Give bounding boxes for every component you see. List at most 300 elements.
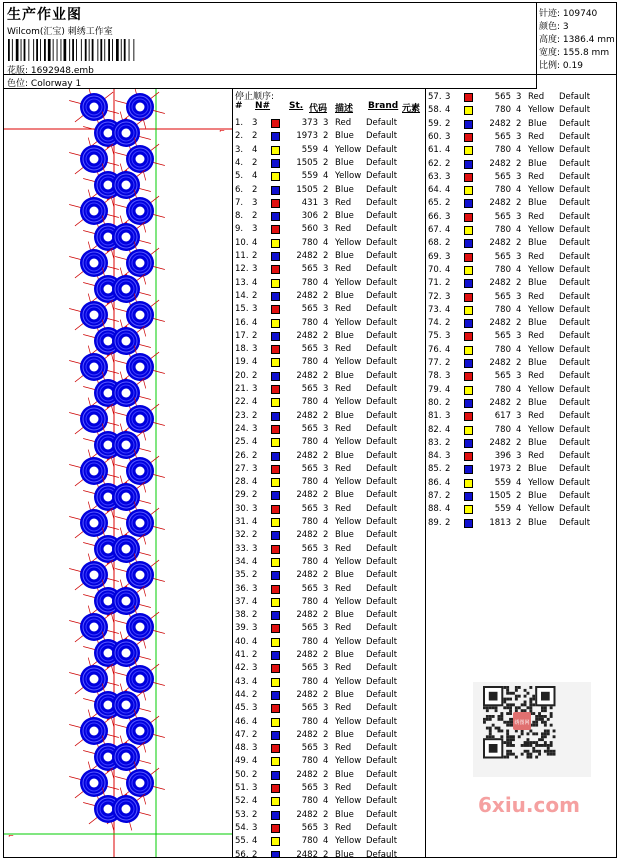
needle-number: 2	[445, 397, 451, 408]
brand-name: Default	[559, 251, 591, 262]
color-code: 2	[516, 397, 522, 408]
stitch-count: 2482	[296, 330, 318, 341]
stitch-count: 2482	[489, 118, 511, 129]
table-row	[233, 622, 426, 635]
stop-number: 36.	[235, 583, 249, 594]
needle-number: 3	[445, 211, 451, 222]
table-row	[233, 370, 426, 383]
stop-number: 25.	[235, 437, 249, 448]
color-code: 3	[323, 503, 329, 514]
brand-name: Default	[366, 264, 398, 275]
brand-name: Default	[366, 450, 398, 461]
brand-name: Default	[559, 185, 591, 196]
color-code: 2	[516, 318, 522, 329]
color-code: 4	[323, 357, 329, 368]
stitch-count: 565	[301, 344, 318, 355]
color-code: 2	[516, 278, 522, 289]
stitch-count: 373	[301, 118, 318, 128]
color-swatch	[271, 718, 280, 727]
table-row	[233, 184, 426, 197]
brand-name: Default	[366, 716, 398, 727]
table-row	[426, 158, 616, 171]
stop-number: 59.	[428, 118, 442, 129]
stop-number: 49.	[235, 756, 249, 767]
table-row	[426, 357, 616, 370]
stop-number: 39.	[235, 623, 249, 634]
color-swatch	[271, 704, 280, 713]
stitch-count: 565	[301, 264, 318, 275]
color-swatch	[271, 811, 280, 820]
brand-name: Default	[559, 397, 591, 408]
needle-number: 3	[252, 423, 258, 434]
stitch-count: 780	[494, 185, 511, 196]
stop-number: 61.	[428, 145, 442, 156]
color-description: Blue	[335, 769, 354, 780]
table-row	[233, 689, 426, 702]
stop-number: 47.	[235, 729, 249, 740]
color-description: Red	[335, 543, 352, 554]
stop-number: 83.	[428, 437, 442, 448]
needle-number: 3	[252, 197, 258, 208]
color-code: 2	[323, 650, 329, 660]
color-description: Blue	[528, 318, 547, 329]
needle-number: 3	[445, 171, 451, 182]
stitch-count: 565	[301, 822, 318, 833]
svg-text:绣图网: 绣图网	[514, 720, 530, 726]
color-description: Blue	[335, 490, 354, 501]
brand-name: Default	[559, 491, 591, 501]
color-description: Blue	[528, 238, 547, 249]
stitch-count: 396	[494, 451, 511, 462]
stitch-count: 565	[301, 583, 318, 594]
color-swatch	[271, 412, 280, 421]
color-description: Yellow	[528, 504, 555, 515]
stitch-count: 780	[494, 304, 511, 315]
color-swatch	[271, 638, 280, 647]
needle-number: 4	[252, 397, 258, 408]
brand-name: Default	[559, 264, 591, 275]
table-row	[233, 795, 426, 808]
table-row	[426, 104, 616, 117]
brand-name: Default	[366, 689, 398, 700]
needle-number: 3	[445, 291, 451, 302]
table-row	[233, 676, 426, 689]
table-row	[426, 503, 616, 516]
needle-number: 4	[252, 836, 258, 847]
needle-number: 4	[252, 756, 258, 767]
needle-number: 2	[445, 437, 451, 448]
stitch-count: 565	[301, 384, 318, 394]
color-code: 4	[323, 477, 329, 488]
color-code: 4	[516, 504, 522, 515]
stitch-count: 780	[301, 437, 318, 448]
color-swatch	[271, 465, 280, 474]
stop-number: 65.	[428, 198, 442, 209]
brand-name: Default	[559, 504, 591, 515]
embroidery-design-image	[4, 89, 233, 857]
color-swatch	[464, 332, 473, 341]
stop-number: 38.	[235, 610, 249, 621]
needle-number: 2	[252, 650, 258, 660]
color-code: 4	[516, 424, 522, 435]
color-swatch	[271, 279, 280, 288]
table-row	[233, 343, 426, 356]
color-code: 3	[323, 463, 329, 474]
color-code: 3	[323, 118, 329, 128]
color-code: 4	[323, 437, 329, 448]
color-code: 4	[323, 836, 329, 847]
brand-name: Default	[366, 809, 398, 820]
stitch-count: 559	[301, 144, 318, 155]
stop-number: 74.	[428, 318, 442, 329]
needle-number: 3	[252, 264, 258, 275]
color-swatch	[271, 438, 280, 447]
color-swatch	[464, 253, 473, 262]
needle-number: 2	[445, 118, 451, 129]
table-row	[426, 304, 616, 317]
color-description: Yellow	[335, 756, 362, 767]
color-swatch	[464, 346, 473, 355]
needle-number: 4	[252, 596, 258, 607]
needle-number: 2	[252, 251, 258, 261]
stop-number: 54.	[235, 822, 249, 833]
color-code: 2	[516, 238, 522, 249]
brand-name: Default	[559, 331, 591, 342]
table-row	[426, 144, 616, 157]
table-row	[233, 130, 426, 143]
stitch-count: 565	[494, 371, 511, 382]
table-row	[426, 410, 616, 423]
needle-number: 4	[445, 424, 451, 435]
color-description: Red	[335, 663, 352, 674]
stop-number: 60.	[428, 131, 442, 142]
color-code: 4	[323, 397, 329, 408]
table-row	[233, 303, 426, 316]
color-description: Red	[528, 291, 545, 302]
stitch-count: 780	[494, 105, 511, 116]
color-swatch	[271, 571, 280, 580]
color-description: Yellow	[335, 317, 362, 328]
stop-number: 5.	[235, 171, 244, 182]
color-code: 4	[516, 185, 522, 196]
brand-name: Default	[366, 463, 398, 474]
needle-number: 2	[252, 410, 258, 421]
needle-number: 3	[252, 783, 258, 793]
stop-number: 44.	[235, 689, 249, 700]
color-swatch	[271, 784, 280, 793]
color-description: Yellow	[335, 556, 362, 567]
color-description: Blue	[335, 290, 354, 301]
table-row	[233, 396, 426, 409]
needle-number: 2	[445, 491, 451, 501]
needle-number: 4	[445, 225, 451, 235]
stitch-count: 780	[494, 264, 511, 275]
page-title: 生产作业图	[7, 7, 82, 23]
color-description: Red	[335, 304, 352, 315]
color-code: 3	[323, 583, 329, 594]
table-row	[233, 383, 426, 396]
brand-name: Default	[559, 358, 591, 368]
color-description: Yellow	[335, 237, 362, 248]
color-code: 3	[323, 344, 329, 355]
color-description: Yellow	[335, 636, 362, 647]
table-row	[233, 157, 426, 170]
color-code: 2	[323, 769, 329, 780]
color-code: 4	[323, 237, 329, 248]
needle-number: 4	[252, 477, 258, 488]
color-code: 2	[323, 330, 329, 341]
color-code: 3	[516, 451, 522, 462]
stop-number: 33.	[235, 543, 249, 554]
stitch-count: 2482	[296, 370, 318, 381]
stop-number: 89.	[428, 517, 442, 528]
brand-name: Default	[366, 530, 398, 541]
color-description: Yellow	[335, 836, 362, 847]
stitch-count: 565	[494, 291, 511, 302]
stop-number: 22.	[235, 397, 249, 408]
stitch-count: 780	[301, 277, 318, 288]
stitch-count: 1505	[296, 184, 318, 195]
color-swatch	[271, 505, 280, 514]
color-description: Blue	[528, 118, 547, 129]
needle-number: 4	[445, 304, 451, 315]
color-swatch	[464, 412, 473, 421]
table-row	[426, 264, 616, 277]
color-code: 3	[323, 224, 329, 235]
needle-number: 3	[252, 703, 258, 714]
colors-spec: 颜色: 3	[539, 22, 569, 32]
stitch-count: 2482	[296, 610, 318, 621]
color-swatch	[271, 252, 280, 261]
table-row	[426, 463, 616, 476]
stitch-count: 2482	[296, 450, 318, 461]
color-description: Yellow	[528, 384, 555, 395]
stitch-count: 565	[301, 743, 318, 754]
brand-name: Default	[366, 357, 398, 368]
brand-name: Default	[559, 92, 591, 102]
divider	[4, 74, 537, 75]
height-spec: 高度: 1386.4 mm	[539, 35, 615, 45]
table-row	[233, 583, 426, 596]
brand-name: Default	[366, 769, 398, 780]
stop-number: 30.	[235, 503, 249, 514]
color-swatch	[271, 119, 280, 128]
color-swatch	[271, 199, 280, 208]
color-description: Blue	[335, 131, 354, 142]
needle-number: 4	[252, 556, 258, 567]
color-description: Red	[528, 331, 545, 342]
stop-number: 32.	[235, 530, 249, 541]
color-swatch	[464, 492, 473, 501]
stop-number: 52.	[235, 796, 249, 807]
barcode	[8, 39, 136, 61]
needle-number: 3	[252, 623, 258, 634]
brand-name: Default	[366, 144, 398, 155]
color-swatch	[464, 106, 473, 115]
color-code: 4	[516, 384, 522, 395]
table-row	[233, 755, 426, 768]
col-brand: Brand	[368, 101, 399, 111]
color-code: 4	[323, 317, 329, 328]
stop-number: 28.	[235, 477, 249, 488]
color-code: 2	[516, 437, 522, 448]
needle-number: 2	[445, 318, 451, 329]
color-description: Blue	[335, 610, 354, 621]
table-row	[233, 423, 426, 436]
color-description: Blue	[335, 184, 354, 195]
color-swatch	[464, 146, 473, 155]
needle-number: 2	[252, 370, 258, 381]
brand-name: Default	[559, 318, 591, 329]
color-swatch	[271, 545, 280, 554]
ratio-spec: 比例: 0.19	[539, 61, 583, 71]
stop-number: 87.	[428, 491, 442, 501]
color-swatch	[464, 479, 473, 488]
color-description: Blue	[528, 397, 547, 408]
stop-number: 40.	[235, 636, 249, 647]
stitch-count: 565	[494, 211, 511, 222]
needle-number: 2	[252, 290, 258, 301]
stop-number: 4.	[235, 157, 244, 168]
color-code: 2	[516, 358, 522, 368]
table-row	[426, 317, 616, 330]
color-description: Blue	[335, 330, 354, 341]
color-description: Yellow	[335, 716, 362, 727]
color-description: Red	[335, 703, 352, 714]
color-swatch	[271, 452, 280, 461]
production-sheet	[3, 2, 617, 858]
color-description: Red	[335, 118, 352, 128]
color-swatch	[271, 212, 280, 221]
stitch-count: 565	[301, 703, 318, 714]
stitch-count: 780	[494, 145, 511, 156]
color-description: Blue	[335, 410, 354, 421]
table-row	[233, 556, 426, 569]
needle-number: 4	[445, 344, 451, 355]
stitch-count: 565	[301, 463, 318, 474]
stitch-count: 780	[301, 237, 318, 248]
table-row	[426, 437, 616, 450]
color-code: 3	[323, 543, 329, 554]
color-swatch	[271, 518, 280, 527]
table-row	[233, 410, 426, 423]
stop-number: 69.	[428, 251, 442, 262]
table-row	[426, 171, 616, 184]
color-swatch	[271, 478, 280, 487]
brand-name: Default	[559, 437, 591, 448]
stop-number: 34.	[235, 556, 249, 567]
color-swatch	[271, 292, 280, 301]
brand-name: Default	[366, 756, 398, 767]
brand-name: Default	[366, 836, 398, 847]
needle-number: 3	[252, 543, 258, 554]
table-row	[233, 450, 426, 463]
color-swatch	[464, 386, 473, 395]
color-code: 4	[323, 171, 329, 182]
stop-number: 72.	[428, 291, 442, 302]
brand-name: Default	[366, 650, 398, 660]
needle-number: 4	[252, 716, 258, 727]
table-row	[426, 384, 616, 397]
color-code: 3	[323, 197, 329, 208]
stop-number: 84.	[428, 451, 442, 462]
color-code: 3	[323, 743, 329, 754]
color-swatch	[271, 744, 280, 753]
brand-name: Default	[559, 517, 591, 528]
color-code: 3	[323, 384, 329, 394]
needle-number: 2	[445, 198, 451, 209]
stop-number: 55.	[235, 836, 249, 847]
color-swatch	[464, 199, 473, 208]
table-row	[233, 782, 426, 795]
brand-name: Default	[559, 451, 591, 462]
color-swatch	[271, 797, 280, 806]
needle-number: 2	[445, 158, 451, 169]
stop-number: 6.	[235, 184, 244, 195]
color-swatch	[271, 372, 280, 381]
table-row	[233, 263, 426, 276]
color-description: Yellow	[528, 185, 555, 196]
color-swatch	[271, 398, 280, 407]
color-swatch	[464, 133, 473, 142]
color-swatch	[464, 293, 473, 302]
stitch-count: 1813	[489, 517, 511, 528]
needle-number: 4	[445, 477, 451, 488]
color-swatch	[271, 265, 280, 274]
color-code: 2	[323, 689, 329, 700]
stitch-count: 2482	[489, 318, 511, 329]
width-spec: 宽度: 155.8 mm	[539, 48, 610, 58]
color-swatch	[464, 239, 473, 248]
stop-number: 24.	[235, 423, 249, 434]
stop-number: 21.	[235, 384, 249, 394]
brand-name: Default	[559, 304, 591, 315]
table-row	[426, 370, 616, 383]
needle-number: 4	[252, 277, 258, 288]
svg-text:⌐: ⌐	[8, 832, 14, 840]
stitch-count: 780	[301, 357, 318, 368]
needle-number: 4	[445, 105, 451, 116]
color-description: Yellow	[528, 264, 555, 275]
needle-number: 3	[445, 371, 451, 382]
stitch-count: 565	[301, 623, 318, 634]
needle-number: 2	[445, 517, 451, 528]
table-row	[426, 237, 616, 250]
stop-number: 16.	[235, 317, 249, 328]
stop-number: 85.	[428, 464, 442, 475]
color-description: Red	[335, 623, 352, 634]
color-swatch	[464, 120, 473, 129]
stitch-count: 2482	[296, 570, 318, 581]
table-row	[233, 290, 426, 303]
color-code: 3	[516, 331, 522, 342]
color-code: 2	[323, 809, 329, 820]
color-description: Red	[528, 211, 545, 222]
stitch-count: 1505	[296, 157, 318, 168]
table-row	[426, 224, 616, 237]
stop-number: 51.	[235, 783, 249, 793]
color-swatch	[464, 439, 473, 448]
brand-name: Default	[366, 211, 398, 222]
needle-number: 4	[252, 796, 258, 807]
table-row	[233, 849, 426, 858]
color-code: 3	[516, 211, 522, 222]
table-row	[426, 211, 616, 224]
color-swatch	[464, 359, 473, 368]
needle-number: 4	[252, 317, 258, 328]
color-description: Red	[528, 451, 545, 462]
color-code: 4	[516, 264, 522, 275]
